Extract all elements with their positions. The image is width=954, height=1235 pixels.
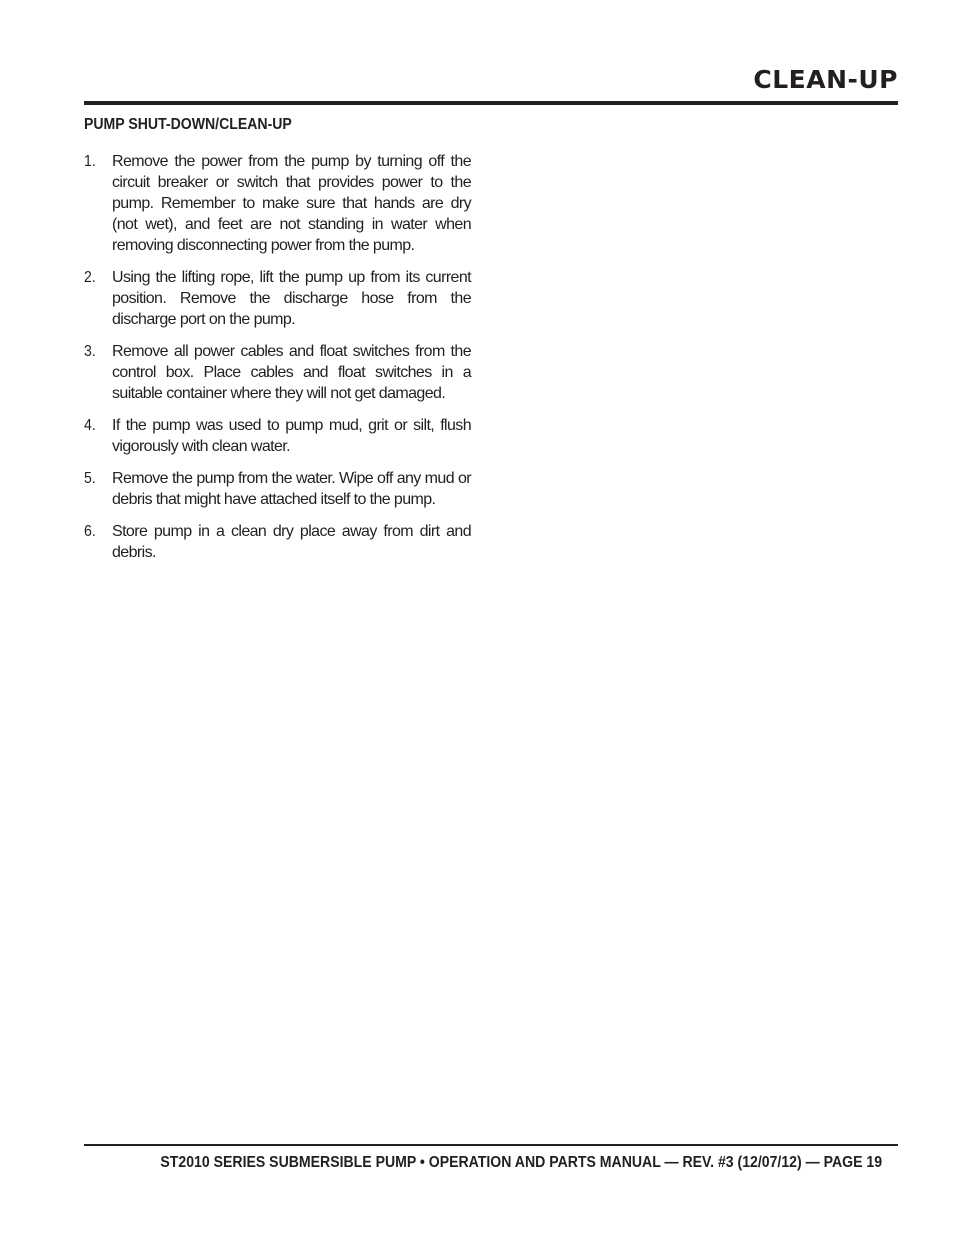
- step-text: If the pump was used to pump mud, grit or silt, flush vigorously with clean water.: [112, 417, 471, 455]
- step-text: Remove the power from the pump by turning off the circuit breaker or switch that provides power to the pump. Remember to make sure that hands are dry (not wet), and feet are not standing in water when removing disconnecting power from the pump.: [112, 153, 471, 254]
- step-number: 1.: [84, 153, 96, 170]
- list-item: [84, 468, 471, 510]
- list-item: [84, 151, 471, 256]
- step-number: 6.: [84, 523, 96, 540]
- step-list: [84, 151, 471, 574]
- list-item: [84, 415, 471, 457]
- footer-divider: [84, 1144, 898, 1146]
- list-item: [84, 341, 471, 404]
- step-number: 2.: [84, 269, 96, 286]
- step-text: Remove the pump from the water. Wipe off any mud or debris that might have attached itself to the pump.: [112, 470, 471, 508]
- page-footer: ST2010 SERIES SUBMERSIBLE PUMP • OPERATION AND PARTS MANUAL — REV. #3 (12/07/12) — PAGE 19: [160, 1154, 882, 1171]
- step-number: 5.: [84, 470, 96, 487]
- page-title: CLEAN-UP: [753, 65, 898, 94]
- header-divider: [84, 101, 898, 105]
- step-number: 4.: [84, 417, 96, 434]
- step-text: Remove all power cables and float switches from the control box. Place cables and float switches in a suitable container where they will not get damaged.: [112, 343, 471, 402]
- step-text: Using the lifting rope, lift the pump up from its current position. Remove the discharge hose from the discharge port on the pump.: [112, 269, 471, 328]
- step-text: Store pump in a clean dry place away from dirt and debris.: [112, 523, 471, 561]
- list-item: [84, 267, 471, 330]
- section-heading: PUMP SHUT-DOWN/CLEAN-UP: [84, 116, 292, 133]
- step-number: 3.: [84, 343, 96, 360]
- list-item: [84, 521, 471, 563]
